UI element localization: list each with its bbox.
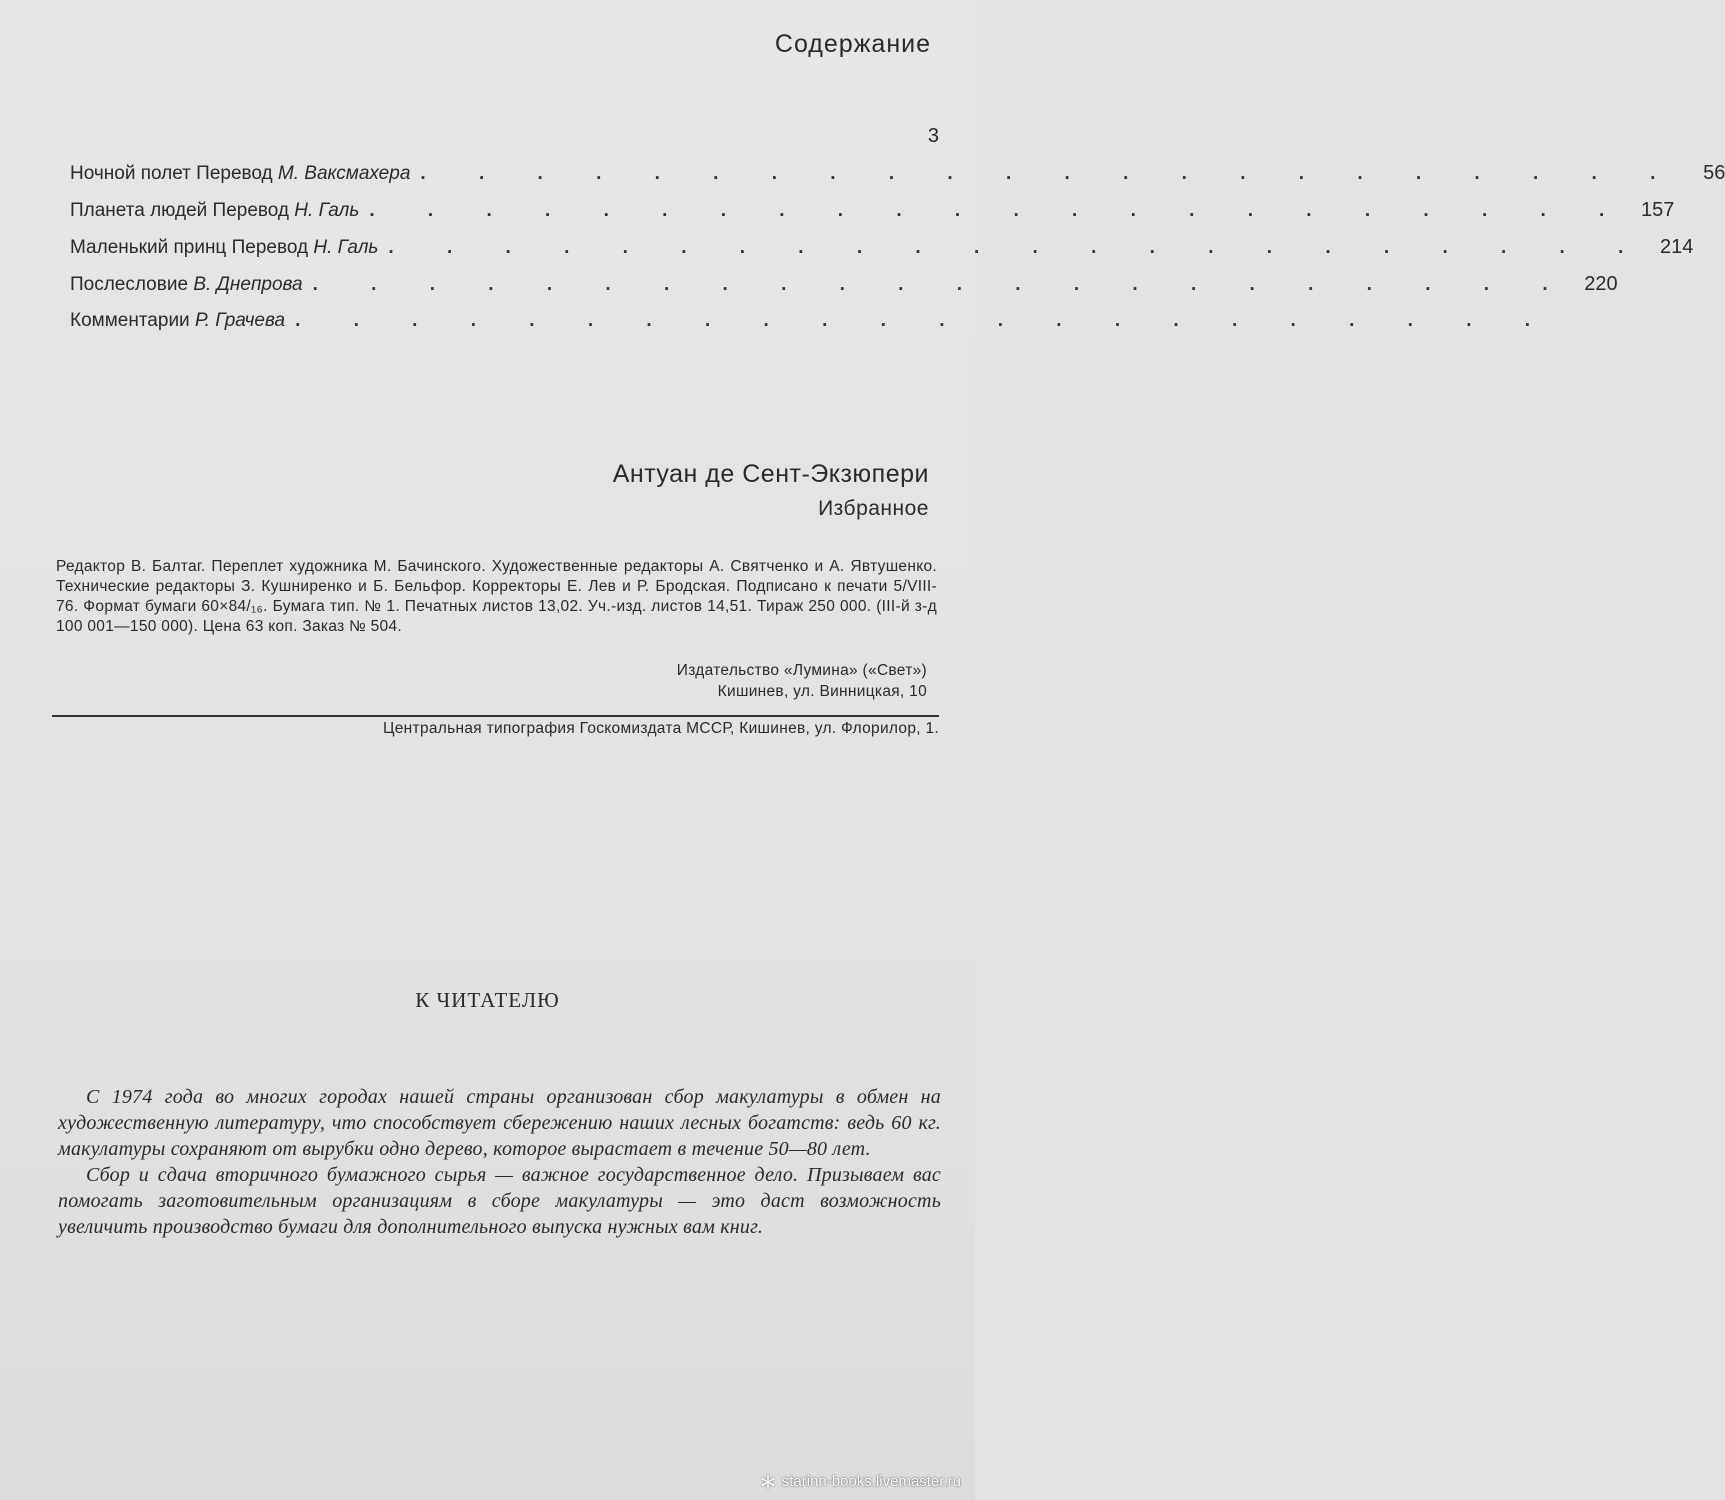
toc-entry <box>70 162 1725 199</box>
toc-entry <box>70 310 1555 347</box>
toc-page-number: 220 <box>1584 273 1618 295</box>
book-title: Избранное <box>818 497 929 520</box>
toc-entry-title: Послесловие В. Днепрова <box>70 274 303 295</box>
toc-entry-title: Маленький принц Перевод Н. Галь <box>70 237 379 258</box>
book-author: Антуан де Сент-Экзюпери <box>612 460 929 488</box>
snowflake-icon <box>760 1474 776 1490</box>
divider <box>52 715 939 717</box>
toc-page-number: 214 <box>1660 236 1694 258</box>
reader-paragraph: Сбор и сдача вторичного бумажного сырья — важное государственное дело. Призываем вас помогать заготовительным организациям в сборе макулатуры — это даст возможность увеличить производство бумаги для дополнительного выпуска нужных вам книг. <box>58 1164 941 1238</box>
toc-entry-title: Планета людей Перевод Н. Галь <box>70 200 360 221</box>
toc-entry-title: Комментарии Р. Грачева <box>70 310 286 331</box>
publisher-name: Издательство «Лумина» («Свет») <box>676 662 927 679</box>
toc-entry-title: Ночной полет Перевод М. Ваксмахера <box>70 163 411 184</box>
imprint-block <box>56 557 937 637</box>
toc-entry <box>70 273 1618 310</box>
toc-entry <box>70 125 939 162</box>
imprint-text: Редактор В. Балтаг. Переплет художника М. Бачинского. Художественные редакторы А. Святченко и А. Явтушенко. Технические редакторы З. Кушниренко и Б. Бельфор. Корректоры Е. Лев и Р. Бродская. Подписано к печати 5/VIII-76. Формат бумаги 60×84/₁₆. Бумага тип. № 1. Печатных листов 13,02. Уч.-изд. листов 14,51. Тираж 250 000. (III-й з-д 100 001—150 000). Цена 63 коп. Заказ № 504. <box>56 558 937 635</box>
toc-leader-dots: . . . . . . . . . . . . . . . . . . . . . . <box>420 163 1680 184</box>
toc-entry <box>70 199 1675 236</box>
watermark <box>760 1473 961 1490</box>
toc-page-number: 56 <box>1703 162 1725 184</box>
reader-heading: К ЧИТАТЕЛЮ <box>415 988 560 1012</box>
reader-notice <box>58 1084 941 1240</box>
toc-leader-dots: . . . . . . . . . . . . . . . . . . . . . . <box>312 274 1572 295</box>
toc-leader-dots: . . . . . . . . . . . . . . . . . . . . . . <box>295 310 1555 331</box>
toc-page-number: 3 <box>927 125 939 147</box>
publisher-info <box>677 660 927 702</box>
watermark-text: starinn-books.livemaster.ru <box>781 1473 961 1490</box>
table-of-contents <box>70 125 1725 347</box>
publisher-address: Кишинев, ул. Винницкая, 10 <box>717 683 927 700</box>
toc-entry <box>70 236 1694 273</box>
toc-page-number: 157 <box>1640 199 1675 221</box>
toc-heading: Содержание <box>774 30 931 58</box>
reader-paragraph: С 1974 года во многих городах нашей страны организован сбор макулатуры в обмен на художественную литературу, что способствует сбережению наших лесных богатств: ведь 60 кг. макулатуры сохраняют от вырубки одно дерево, которое вырастает в течение 50—80 лет. <box>58 1086 941 1160</box>
printer-info: Центральная типография Госкомиздата МССР, Кишинев, ул. Флорилор, 1. <box>383 720 939 737</box>
toc-leader-dots: . . . . . . . . . . . . . . . . . . . . . . <box>388 237 1648 258</box>
toc-leader-dots: . . . . . . . . . . . . . . . . . . . . . . <box>369 200 1629 221</box>
